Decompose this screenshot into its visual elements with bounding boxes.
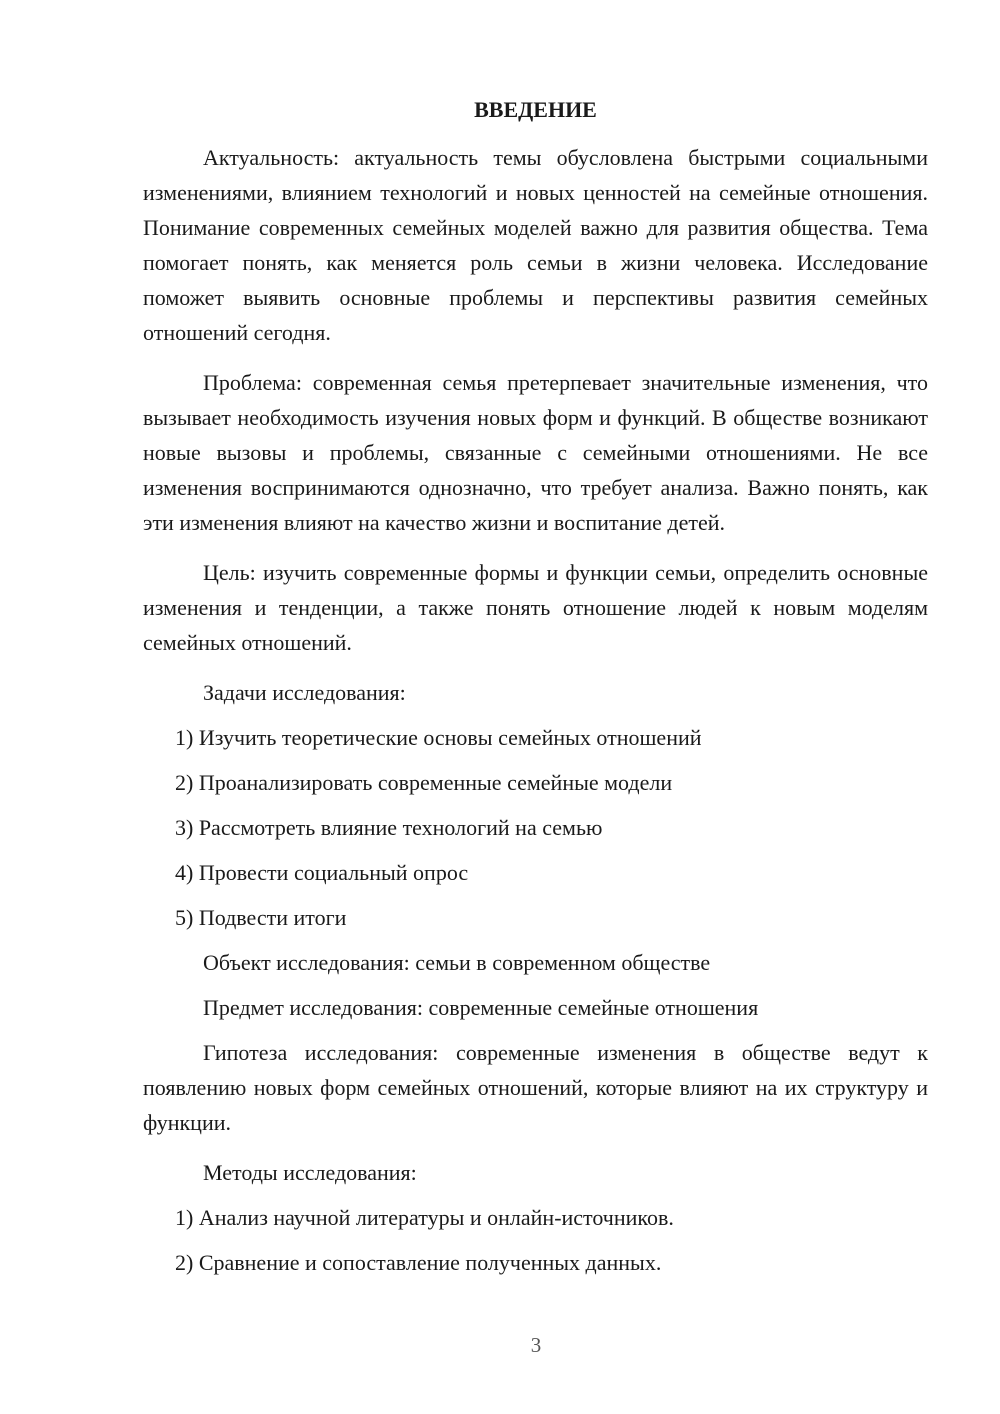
document-page <box>143 92 928 1290</box>
problem-paragraph: Проблема: современная семья претерпевает значительные изменения, что вызывает необходимость изучения новых форм и функций. В обществе возникают новые вызовы и проблемы, связанные с семейными отношениями. Не все изменения воспринимаются однозначно, что требует анализа. Важно понять, как эти изменения влияют на качество жизни и воспитание детей. <box>143 370 928 535</box>
task-item: 5) Подвести итоги <box>175 905 347 930</box>
tasks-label: Задачи исследования: <box>203 680 406 705</box>
method-item: 1) Анализ научной литературы и онлайн-источников. <box>175 1205 674 1230</box>
object-line: Объект исследования: семьи в современном обществе <box>203 950 711 975</box>
methods-label: Методы исследования: <box>203 1160 417 1185</box>
goal-paragraph: Цель: изучить современные формы и функции семьи, определить основные изменения и тенденции, а также понять отношение людей к новым моделям семейных отношений. <box>143 560 928 655</box>
hypothesis-paragraph: Гипотеза исследования: современные изменения в обществе ведут к появлению новых форм семейных отношений, которые влияют на их структуру и функции. <box>143 1040 928 1135</box>
subject-line: Предмет исследования: современные семейные отношения <box>203 995 759 1020</box>
task-item: 2) Проанализировать современные семейные модели <box>175 770 673 795</box>
page-number: 3 <box>530 1333 542 1357</box>
task-item: 3) Рассмотреть влияние технологий на семью <box>175 815 603 840</box>
relevance-paragraph: Актуальность: актуальность темы обусловлена быстрыми социальными изменениями, влиянием технологий и новых ценностей на семейные отношения. Понимание современных семейных моделей важно для развития общества. Тема помогает понять, как меняется роль семьи в жизни человека. Исследование поможет выявить основные проблемы и перспективы развития семейных отношений сегодня. <box>143 145 928 345</box>
section-heading: ВВЕДЕНИЕ <box>474 97 597 122</box>
task-item: 4) Провести социальный опрос <box>175 860 469 885</box>
method-item: 2) Сравнение и сопоставление полученных данных. <box>175 1250 662 1275</box>
task-item: 1) Изучить теоретические основы семейных отношений <box>175 725 702 750</box>
